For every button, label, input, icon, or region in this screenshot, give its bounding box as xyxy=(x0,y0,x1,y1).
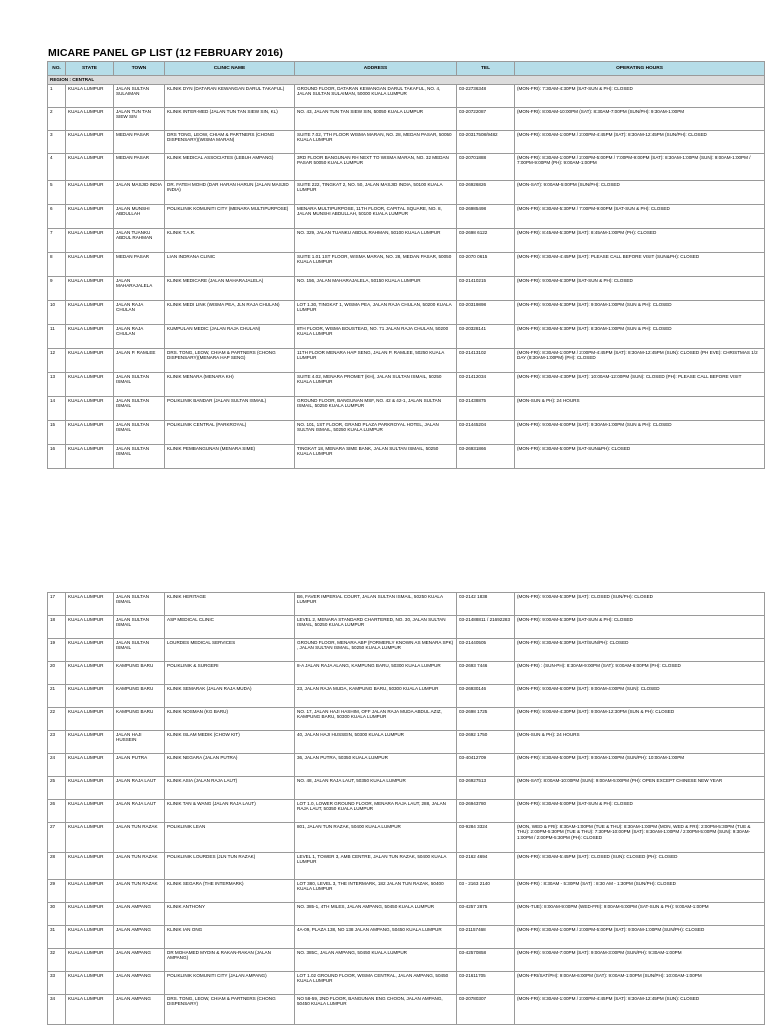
cell-operating-hours: (MON-FRI): 9:00AM-6:00PM (SAT): 9:00AM-4:00PM (SUN): CLOSED xyxy=(515,685,765,708)
cell-no: 12 xyxy=(48,349,66,373)
table-row xyxy=(48,685,765,708)
cell-address: 36, JALAN PUTRA, 50350 KUALA LUMPUR xyxy=(295,754,457,777)
cell-operating-hours: (MON-FRI): 8:30AM-5:30PM (SAT): 8:30AM-1:00PM (SUN & PH): CLOSED xyxy=(515,325,765,349)
table-row xyxy=(48,754,765,777)
table-row xyxy=(48,108,765,131)
cell-town: JALAN MUNSHI ABDULLAH xyxy=(114,205,165,229)
cell-address: GROUND FLOOR, MENARA ABP (FORMERLY KNOWN AS MENARA SPK) , JALAN SULTAN ISMAIL, 50250 KUALA LUMPUR xyxy=(295,639,457,662)
cell-address: LEVEL 1, TOWER 3, AMB CENTRE, JALAN TUN RAZAK, 50400 KUALA LUMPUR xyxy=(295,853,457,880)
cell-operating-hours: (MON-FRI): 8:30AM-1:00PM / 2:00PM-5:00PM (SAT): 9:00AM-1:00PM (SUN/PH): CLOSED xyxy=(515,926,765,949)
table-row xyxy=(48,903,765,926)
cell-clinic-name: DR. FATEH MOHD (DAR HARAN HARUN (JALAN MASJID INDIA) xyxy=(165,181,295,205)
cell-town: JALAN RAJA CHULAN xyxy=(114,301,165,325)
cell-operating-hours: (MON-FRI): 8:30AM-5:00PM (SAT-SUN & PH): CLOSED xyxy=(515,800,765,823)
cell-operating-hours: (MON-FRI): 8:30AM-1:00PM / 2:00PM-4:45PM (SAT): 8:30AM-12:45PM (SUN): CLOSED xyxy=(515,995,765,1025)
table-row xyxy=(48,131,765,154)
cell-clinic-name: KLINIK NOSMAN (KG BARU) xyxy=(165,708,295,731)
cell-clinic-name: KLINIK DYN (DATARAN KEWANGAN DARUL TAKAFUL) xyxy=(165,85,295,108)
table-row xyxy=(48,349,765,373)
cell-address: LEVEL 2, MENARA STANDARD CHARTERED, NO. 30, JALAN SULTAN ISMAIL, 50250 KUALA LUMPUR xyxy=(295,616,457,639)
header-state: STATE xyxy=(66,62,114,76)
cell-clinic-name: KLINIK IAN ONG xyxy=(165,926,295,949)
cell-town: KAMPUNG BARU xyxy=(114,662,165,685)
table-row xyxy=(48,277,765,301)
cell-state: KUALA LUMPUR xyxy=(66,108,114,131)
cell-clinic-name: LIAN INDRANA CLINIC xyxy=(165,253,295,277)
cell-address: 11TH FLOOR MENARA HAP SENG, JALAN P. RAMLEE, 50250 KUALA LUMPUR xyxy=(295,349,457,373)
cell-no: 33 xyxy=(48,972,66,995)
cell-tel: 03-21413102 xyxy=(457,349,515,373)
cell-tel: 03-21488811 / 21692283 xyxy=(457,616,515,639)
cell-address: LOT 1.0, LOWER GROUND FLOOR, MENARA RAJA LAUT, 288, JALAN RAJA LAUT, 50350 KUALA LUMPUR xyxy=(295,800,457,823)
cell-state: KUALA LUMPUR xyxy=(66,131,114,154)
table-row xyxy=(48,205,765,229)
cell-address: B6, FAVER IMPERIAL COURT, JALAN SULTAN ISMAIL, 50250 KUALA LUMPUR xyxy=(295,593,457,616)
table-row xyxy=(48,949,765,972)
cell-state: KUALA LUMPUR xyxy=(66,800,114,823)
cell-address: SUITE 1.01 1ST FLOOR, WISMA MARAN, NO. 28, MEDAN PASAR, 50050 KUALA LUMPUR xyxy=(295,253,457,277)
table-row xyxy=(48,373,765,397)
cell-no: 2 xyxy=(48,108,66,131)
cell-clinic-name: KLINIK MEDICAL ASSOCIATES (LEBUH AMPANG) xyxy=(165,154,295,181)
cell-tel: 03-26927513 xyxy=(457,777,515,800)
cell-tel: 03-20780307 xyxy=(457,995,515,1025)
cell-tel: 03-42570858 xyxy=(457,949,515,972)
cell-town: JALAN SULTAN ISMAIL xyxy=(114,421,165,445)
cell-clinic-name: KLINIK ASIA (JALAN RAJA LAUT) xyxy=(165,777,295,800)
cell-operating-hours: (MON-SAT): 9:00AM-5:00PM (SUN/PH): CLOSED xyxy=(515,181,765,205)
region-row xyxy=(48,76,765,85)
cell-tel: 03-26943780 xyxy=(457,800,515,823)
cell-town: JALAN SULTAN SULAIMAN xyxy=(114,85,165,108)
table-row xyxy=(48,926,765,949)
cell-no: 17 xyxy=(48,593,66,616)
table-row xyxy=(48,301,765,325)
cell-no: 4 xyxy=(48,154,66,181)
cell-no: 18 xyxy=(48,616,66,639)
cell-operating-hours: (MON-FRI): 8:30AM-5:30PM / 7:00PM-9:00PM (SAT-SUN & PH): CLOSED xyxy=(515,205,765,229)
cell-operating-hours: (MON-FRI): 8:30AM-5:00PM (SAT): 9:00AM-1:00PM (SUN/PH): 10:00AM-1:00PM xyxy=(515,754,765,777)
cell-operating-hours: (MON-FRI) : 8:30AM - 5:30PM (SAT) : 8:30 AM - 1:30PM (SUN/PH): CLOSED xyxy=(515,880,765,903)
table-row xyxy=(48,593,765,616)
cell-clinic-name: POLIKLINIK CENTRAL (PARKROYAL) xyxy=(165,421,295,445)
cell-state: KUALA LUMPUR xyxy=(66,85,114,108)
cell-clinic-name: KLINIK NEGARA (JALAN PUTRA) xyxy=(165,754,295,777)
table-row xyxy=(48,880,765,903)
cell-town: JALAN AMPANG xyxy=(114,949,165,972)
cell-no: 27 xyxy=(48,823,66,853)
cell-tel: 03-22736348 xyxy=(457,85,515,108)
cell-operating-hours: (MON-FRI): 9:00AM-5:30PM (SAT): 9:00AM-1:00PM (SUN & PH): CLOSED xyxy=(515,301,765,325)
cell-clinic-name: POLIKLINIK KOMUNITI CITY (JALAN AMPANG) xyxy=(165,972,295,995)
cell-operating-hours: (MON-FRI): 8:00AM-10:00PM (SAT): 8:30AM-7:00PM (SUN/PH): 9:30AM-1:00PM xyxy=(515,108,765,131)
cell-address: NO. 385C, JALAN AMPANG, 50450 KUALA LUMPUR xyxy=(295,949,457,972)
header-tel: TEL xyxy=(457,62,515,76)
cell-no: 13 xyxy=(48,373,66,397)
cell-state: KUALA LUMPUR xyxy=(66,754,114,777)
cell-state: KUALA LUMPUR xyxy=(66,349,114,373)
cell-no: 5 xyxy=(48,181,66,205)
cell-clinic-name: POLIKLINIK KOMUNITI CITY (MENARA MULTIPURPOSE) xyxy=(165,205,295,229)
cell-no: 1 xyxy=(48,85,66,108)
cell-no: 28 xyxy=(48,853,66,880)
table-row xyxy=(48,662,765,685)
cell-state: KUALA LUMPUR xyxy=(66,685,114,708)
cell-clinic-name: KLINIK SEMARAK (JALAN RAJA MUDA) xyxy=(165,685,295,708)
cell-operating-hours: (MON-FRI): 9:00AM-6:30PM (SAT-SUN & PH): CLOSED xyxy=(515,277,765,301)
cell-no: 19 xyxy=(48,639,66,662)
cell-tel: 03-2698 1725 xyxy=(457,708,515,731)
cell-tel: 03-26926826 xyxy=(457,181,515,205)
cell-operating-hours: (MON-FRI): 9:00AM-5:30PM (SAT): CLOSED (SUN/PH): CLOSED xyxy=(515,593,765,616)
cell-tel: 03-20328141 xyxy=(457,325,515,349)
header-operating-hours: OPERATING HOURS xyxy=(515,62,765,76)
cell-state: KUALA LUMPUR xyxy=(66,616,114,639)
cell-clinic-name: KLINIK PEMBANGUNAN (MENARA SIME) xyxy=(165,445,295,469)
cell-no: 15 xyxy=(48,421,66,445)
cell-no: 23 xyxy=(48,731,66,754)
cell-operating-hours: (MON-FRI): 7:30AM-4:30PM (SAT-SUN & PH): CLOSED xyxy=(515,85,765,108)
cell-town: JALAN SULTAN ISMAIL xyxy=(114,593,165,616)
cell-state: KUALA LUMPUR xyxy=(66,397,114,421)
cell-state: KUALA LUMPUR xyxy=(66,777,114,800)
cell-clinic-name: DR MOHAMED MYDIN & RAKAN-RAKAN (JALAN AMPANG) xyxy=(165,949,295,972)
cell-no: 26 xyxy=(48,800,66,823)
cell-clinic-name: POLIKLINIK LEAN xyxy=(165,823,295,853)
header-row xyxy=(48,62,765,76)
cell-state: KUALA LUMPUR xyxy=(66,181,114,205)
cell-tel: 03-20722087 xyxy=(457,108,515,131)
cell-address: 8TH FLOOR, WISMA BOUSTEAD, NO. 71 JALAN RAJA CHULAN, 50200 KUALA LUMPUR xyxy=(295,325,457,349)
cell-tel: 03-21157468 xyxy=(457,926,515,949)
cell-no: 22 xyxy=(48,708,66,731)
cell-town: KAMPUNG BARU xyxy=(114,685,165,708)
cell-no: 14 xyxy=(48,397,66,421)
cell-tel: 03-4257 2875 xyxy=(457,903,515,926)
cell-state: KUALA LUMPUR xyxy=(66,731,114,754)
cell-clinic-name: KLINIK HERITAGE xyxy=(165,593,295,616)
cell-tel: 03-2698 6122 xyxy=(457,229,515,253)
cell-state: KUALA LUMPUR xyxy=(66,229,114,253)
cell-town: MEDAN PASAR xyxy=(114,253,165,277)
cell-state: KUALA LUMPUR xyxy=(66,853,114,880)
cell-town: JALAN SULTAN ISMAIL xyxy=(114,639,165,662)
cell-town: JALAN SULTAN ISMAIL xyxy=(114,373,165,397)
cell-operating-hours: (MON-FRI) : (SUN-PH): 8:30AM-9:00PM (SAT): 9:00AM-6:00PM (PH): CLOSED xyxy=(515,662,765,685)
cell-no: 34 xyxy=(48,995,66,1025)
cell-address: 8-A JALAN RAJA ALANG, KAMPUNG BARU, 50300 KUALA LUMPUR xyxy=(295,662,457,685)
cell-operating-hours: (MON, WED & FRI): 8:30AM-1:00PM (TUE & THU): 8:30AM-1:00PM (MON, WED & FRI): 2:00PM-5:30PM (TUE & THU): 2:00PM-5:30PM (TUE & THU): 7:30PM-10:00PM (SAT): 8:30AM-1:00PM / 2:00PM-5:00PM (SUN): 9:30AM-1:00PM / 2:00PM-5:30PM (PH): CLOSED xyxy=(515,823,765,853)
cell-town: JALAN TUN RAZAK xyxy=(114,823,165,853)
cell-tel: 03-40412709 xyxy=(457,754,515,777)
cell-state: KUALA LUMPUR xyxy=(66,903,114,926)
table-row xyxy=(48,421,765,445)
cell-no: 29 xyxy=(48,880,66,903)
cell-address: NO. 156, JALAN MAHARAJALELA, 50150 KUALA LUMPUR xyxy=(295,277,457,301)
panel-table-page-1 xyxy=(47,61,765,469)
cell-no: 20 xyxy=(48,662,66,685)
cell-state: KUALA LUMPUR xyxy=(66,823,114,853)
cell-tel: 03-20317508/9482 xyxy=(457,131,515,154)
cell-clinic-name: KLINIK SEGARA (THE INTERMARK) xyxy=(165,880,295,903)
cell-address: GROUND FLOOR, BANGUNAN MSF, NO. 42 & 42-1, JALAN SULTAN ISMAIL, 50250 KUALA LUMPUR xyxy=(295,397,457,421)
cell-operating-hours: (MON-SAT): 8:00AM-10:00PM (SUN): 9:00AM-5:00PM (PH): OPEN EXCEPT CHINESE NEW YEAR xyxy=(515,777,765,800)
cell-address: NO. 101, 1ST FLOOR, GRAND PLAZA PARKROYAL HOTEL, JALAN SULTAN ISMAIL, 50250 KUALA LUMPUR xyxy=(295,421,457,445)
cell-no: 21 xyxy=(48,685,66,708)
cell-tel: 03-26931866 xyxy=(457,445,515,469)
cell-town: KAMPUNG BARU xyxy=(114,708,165,731)
cell-clinic-name: KLINIK TAN & WANG (JALAN RAJA LAUT) xyxy=(165,800,295,823)
cell-no: 10 xyxy=(48,301,66,325)
panel-table-page-2 xyxy=(47,592,765,1025)
cell-tel: 03-26930146 xyxy=(457,685,515,708)
cell-town: JALAN RAJA LAUT xyxy=(114,777,165,800)
cell-clinic-name: ASP MEDICAL CLINIC xyxy=(165,616,295,639)
cell-tel: 03-26985498 xyxy=(457,205,515,229)
cell-state: KUALA LUMPUR xyxy=(66,421,114,445)
cell-address: MENARA MULTIPURPOSE, 11TH FLOOR, CAPITAL SQUARE, NO. 8, JALAN MUNSHI ABDULLAH, 50100 KUALA LUMPUR xyxy=(295,205,457,229)
cell-no: 32 xyxy=(48,949,66,972)
cell-address: NO. 385-1, 4TH MILES, JALAN AMPANG, 50450 KUALA LUMPUR xyxy=(295,903,457,926)
cell-state: KUALA LUMPUR xyxy=(66,373,114,397)
table-row xyxy=(48,995,765,1025)
cell-town: MEDAN PASAR xyxy=(114,154,165,181)
cell-tel: 03-2070 0615 xyxy=(457,253,515,277)
cell-no: 11 xyxy=(48,325,66,349)
cell-town: MEDAN PASAR xyxy=(114,131,165,154)
cell-tel: 03-21611705 xyxy=(457,972,515,995)
cell-address: NO. 17, JALAN HAJI HASHIM, OFF JALAN RAJA MUDA ABDUL AZIZ, KAMPUNG BARU, 50300 KUALA LUMPUR xyxy=(295,708,457,731)
table-row xyxy=(48,154,765,181)
cell-tel: 03-21410215 xyxy=(457,277,515,301)
cell-tel: 03-21440505 xyxy=(457,639,515,662)
cell-address: NO 58-59, 2ND FLOOR, BANGUNAN ENG CHOON, JALAN AMPANG, 50450 KUALA LUMPUR xyxy=(295,995,457,1025)
cell-state: KUALA LUMPUR xyxy=(66,926,114,949)
cell-town: JALAN AMPANG xyxy=(114,995,165,1025)
header-no: NO. xyxy=(48,62,66,76)
table-row xyxy=(48,972,765,995)
cell-state: KUALA LUMPUR xyxy=(66,708,114,731)
cell-clinic-name: KLINIK ISLAM MEDIK (CHOW KIT) xyxy=(165,731,295,754)
cell-no: 8 xyxy=(48,253,66,277)
cell-state: KUALA LUMPUR xyxy=(66,277,114,301)
cell-town: JALAN TUN RAZAK xyxy=(114,853,165,880)
cell-operating-hours: (MON-FRI): 9:00AM-7:00PM (SAT): 9:00AM-3:00PM (SUN/PH): 9:30AM-1:00PM xyxy=(515,949,765,972)
cell-clinic-name: KLINIK INTER-MED (JALAN TUN TAN SIEW SIN, KL) xyxy=(165,108,295,131)
cell-town: JALAN MAHARAJALELA xyxy=(114,277,165,301)
cell-state: KUALA LUMPUR xyxy=(66,253,114,277)
cell-clinic-name: KLINIK MENARA (MENARA KH) xyxy=(165,373,295,397)
cell-tel: 03 - 2163 2140 xyxy=(457,880,515,903)
cell-state: KUALA LUMPUR xyxy=(66,949,114,972)
cell-town: JALAN TUN TAN SIEW SIN xyxy=(114,108,165,131)
cell-no: 6 xyxy=(48,205,66,229)
cell-clinic-name: DRS. TONG, LEOW, CHIAM & PARTNERS (CHONG DISPENSARY)(MENARA HAP SENG) xyxy=(165,349,295,373)
cell-town: JALAN SULTAN ISMAIL xyxy=(114,445,165,469)
header-clinic-name: CLINIC NAME xyxy=(165,62,295,76)
cell-operating-hours: (MON-FRI): 9:00AM-4:30PM (SAT): 9:00AM-12:30PM (SUN & PH): CLOSED xyxy=(515,708,765,731)
cell-address: TINGKAT 18, MENARA SIME BANK, JALAN SULTAN ISMAIL, 50250 KUALA LUMPUR xyxy=(295,445,457,469)
cell-town: JALAN AMPANG xyxy=(114,903,165,926)
cell-operating-hours: (MON-FRI): 9:00AM-6:00PM (SAT): 9:30AM-1:00PM (SUN & PH): CLOSED xyxy=(515,421,765,445)
table-row xyxy=(48,181,765,205)
cell-no: 25 xyxy=(48,777,66,800)
cell-tel: 03-21438875 xyxy=(457,397,515,421)
cell-address: 4A-09, PLAZA 138, NO 138 JALAN AMPANG, 50450 KUALA LUMPUR xyxy=(295,926,457,949)
cell-tel: 03-20701888 xyxy=(457,154,515,181)
table-row xyxy=(48,616,765,639)
table-row xyxy=(48,639,765,662)
cell-tel: 03-2142 1838 xyxy=(457,593,515,616)
cell-address: SUITE 4.02, MENARA PROMET (KH), JALAN SULTAN ISMAIL, 50250 KUALA LUMPUR xyxy=(295,373,457,397)
cell-state: KUALA LUMPUR xyxy=(66,301,114,325)
cell-tel: 03-21412034 xyxy=(457,373,515,397)
cell-operating-hours: (MON-FRI/SAT/PH): 9:00AM-6:00PM (SAT): 9:00AM-1:00PM (SUN/PH): 10:00AM-1:00PM xyxy=(515,972,765,995)
cell-no: 9 xyxy=(48,277,66,301)
cell-tel: 03-2692 1750 xyxy=(457,731,515,754)
table-row xyxy=(48,445,765,469)
cell-address: NO. 329, JALAN TUANKU ABDUL RAHMAN, 50100 KUALA LUMPUR xyxy=(295,229,457,253)
region-label: REGION : CENTRAL xyxy=(48,76,765,85)
cell-no: 30 xyxy=(48,903,66,926)
cell-town: JALAN P. RAMLEE xyxy=(114,349,165,373)
cell-town: JALAN SULTAN ISMAIL xyxy=(114,397,165,421)
cell-town: JALAN AMPANG xyxy=(114,926,165,949)
document-title: MICARE PANEL GP LIST (12 FEBRUARY 2016) xyxy=(48,47,283,59)
cell-address: 40, JALAN HAJI HUSSEIN, 50300 KUALA LUMPUR xyxy=(295,731,457,754)
cell-clinic-name: KLINIK MEDICARE (JALAN MAHARAJALELA) xyxy=(165,277,295,301)
table-row xyxy=(48,253,765,277)
cell-clinic-name: KLINIK ANTHONY xyxy=(165,903,295,926)
cell-clinic-name: DRS. TONG, LEOW, CHIAM & PARTNERS (CHONG DISPENSARY) xyxy=(165,995,295,1025)
cell-state: KUALA LUMPUR xyxy=(66,593,114,616)
cell-state: KUALA LUMPUR xyxy=(66,880,114,903)
cell-tel: 03-2693 7446 xyxy=(457,662,515,685)
cell-address: NO. 43, JALAN TUN TAN SIEW SIN, 50050 KUALA LUMPUR xyxy=(295,108,457,131)
cell-town: JALAN MASJID INDIA xyxy=(114,181,165,205)
cell-operating-hours: (MON-FRI): 9:00AM-5:30PM (SAT-SUN & PH): CLOSED xyxy=(515,616,765,639)
cell-state: KUALA LUMPUR xyxy=(66,639,114,662)
cell-address: 801, JALAN TUN RAZAK, 50400 KUALA LUMPUR xyxy=(295,823,457,853)
cell-operating-hours: (MON-FRI): 8:30AM-5:45PM (SAT): CLOSED (SUN): CLOSED (PH): CLOSED xyxy=(515,853,765,880)
cell-town: JALAN RAJA CHULAN xyxy=(114,325,165,349)
cell-town: JALAN SULTAN ISMAIL xyxy=(114,616,165,639)
cell-state: KUALA LUMPUR xyxy=(66,445,114,469)
cell-operating-hours: (MON-FRI): 8:30AM-4:45PM (SAT): PLEASE CALL BEFORE VISIT (SUN&PH): CLOSED xyxy=(515,253,765,277)
cell-town: JALAN TUN RAZAK xyxy=(114,880,165,903)
cell-town: JALAN AMPANG xyxy=(114,972,165,995)
table-row xyxy=(48,325,765,349)
cell-operating-hours: (MON-SUN & PH): 24 HOURS xyxy=(515,731,765,754)
cell-address: GROUND FLOOR, DATARAN KEWANGAN DARUL TAKAFUL, NO. 4, JALAN SULTAN SULAIMAN, 50000 KUALA LUMPUR xyxy=(295,85,457,108)
table-row xyxy=(48,800,765,823)
cell-state: KUALA LUMPUR xyxy=(66,154,114,181)
table-row xyxy=(48,397,765,421)
cell-operating-hours: (MON-TUE): 8:00AM-9:00PM (WED-FRI): 9:00AM-5:00PM (SAT-SUN & PH): 9:00AM-1:00PM xyxy=(515,903,765,926)
cell-address: LOT 1.02 GROUND FLOOR, WISMA CENTRAL, JALAN AMPANG, 50450 KUALA LUMPUR xyxy=(295,972,457,995)
cell-address: SUITE 7.02, 7TH FLOOR WISMA MARAN, NO. 28, MEDAN PASAR, 50050 KUALA LUMPUR xyxy=(295,131,457,154)
cell-tel: 03-21445204 xyxy=(457,421,515,445)
table-row xyxy=(48,853,765,880)
cell-operating-hours: (MON-FRI): 8:45AM-5:30PM (SAT): 8:45AM-1:00PM (PH): CLOSED xyxy=(515,229,765,253)
cell-town: JALAN HAJI HUSSEIN xyxy=(114,731,165,754)
cell-address: LOT 1.30, TINGKAT 1, WISMA PEA, JALAN RAJA CHULAN, 50200 KUALA LUMPUR xyxy=(295,301,457,325)
cell-town: JALAN PUTRA xyxy=(114,754,165,777)
cell-address: LOT 380, LEVEL 3, THE INTERMARK, 182 JALAN TUN RAZAK, 50400 KUALA LUMPUR xyxy=(295,880,457,903)
header-address: ADDRESS xyxy=(295,62,457,76)
table-row xyxy=(48,85,765,108)
cell-operating-hours: (MON-SUN & PH): 24 HOURS xyxy=(515,397,765,421)
cell-tel: 03-2162 4694 xyxy=(457,853,515,880)
table-row xyxy=(48,229,765,253)
cell-no: 16 xyxy=(48,445,66,469)
cell-no: 3 xyxy=(48,131,66,154)
cell-state: KUALA LUMPUR xyxy=(66,972,114,995)
cell-clinic-name: POLIKLINIK & SURGERI xyxy=(165,662,295,685)
cell-clinic-name: DRS TONG, LEOW, CHIAM & PARTNERS (CHONG DISPENSARY)(WISMA MARAN) xyxy=(165,131,295,154)
table-row xyxy=(48,708,765,731)
cell-tel: 03-9284 3324 xyxy=(457,823,515,853)
cell-address: NO. 48, JALAN RAJA LAUT, 50350 KUALA LUMPUR xyxy=(295,777,457,800)
cell-address: SUITE 222, TINGKAT 2, NO. 50, JALAN MASJID INDIA, 50100 KUALA LUMPUR xyxy=(295,181,457,205)
cell-state: KUALA LUMPUR xyxy=(66,205,114,229)
cell-operating-hours: (MON-FRI): 8:30AM-5:30PM (SAT/SUN/PH): CLOSED xyxy=(515,639,765,662)
cell-operating-hours: (MON-FRI): 8:30AM-1:00PM / 2:00PM-5:00PM / 7:00PM-9:00PM (SAT): 8:30AM-1:00PM (SUN): 9:00AM-1:00PM / 7:00PM-9:00PM (PH): 9:00AM-1:00PM xyxy=(515,154,765,181)
cell-town: JALAN TUANKU ABDUL RAHMAN xyxy=(114,229,165,253)
table-row xyxy=(48,823,765,853)
cell-clinic-name: LOURDES MEDICAL SERVICES xyxy=(165,639,295,662)
cell-no: 7 xyxy=(48,229,66,253)
cell-no: 31 xyxy=(48,926,66,949)
cell-tel: 03-20319898 xyxy=(457,301,515,325)
cell-clinic-name: KUMPULAN MEDIC (JALAN RAJA CHULAN) xyxy=(165,325,295,349)
table-row xyxy=(48,731,765,754)
cell-clinic-name: POLIKLINIK LOURDES (JLN TUN RAZAK) xyxy=(165,853,295,880)
table-row xyxy=(48,777,765,800)
cell-state: KUALA LUMPUR xyxy=(66,995,114,1025)
cell-clinic-name: POLIKLINIK BANDAR (JALAN SULTAN ISMAIL) xyxy=(165,397,295,421)
cell-operating-hours: (MON-FRI): 8:30AM-1:00PM / 2:00PM-4:45PM (SAT): 8:30AM-12:45PM (SUN): CLOSED (PH EVE): CHRISTMAS 1/2 DAY (8:30AM-1:00PM) (PH): CLOSED xyxy=(515,349,765,373)
cell-operating-hours: (MON-FRI): 8:30AM-5:00PM (SAT-SUN&PH): CLOSED xyxy=(515,445,765,469)
header-town: TOWN xyxy=(114,62,165,76)
cell-state: KUALA LUMPUR xyxy=(66,662,114,685)
cell-address: 23, JALAN RAJA MUDA, KAMPUNG BARU, 50300 KUALA LUMPUR xyxy=(295,685,457,708)
cell-state: KUALA LUMPUR xyxy=(66,325,114,349)
cell-operating-hours: (MON-FRI): 8:00AM-1:00PM / 2:00PM-4:45PM (SAT): 8:30AM-12:45PM (SUN/PH): CLOSED xyxy=(515,131,765,154)
cell-no: 24 xyxy=(48,754,66,777)
cell-clinic-name: KLINIK MEDI LINK (WISMA PEA, JLN RAJA CHULAN) xyxy=(165,301,295,325)
cell-town: JALAN RAJA LAUT xyxy=(114,800,165,823)
cell-address: 3RD FLOOR BANGUNAN RH NEXT TO WISMA MARAN, NO. 32 MEDAN PASAR 50050 KUALA LUMPUR xyxy=(295,154,457,181)
cell-operating-hours: (MON-FRI): 8:30AM-4:30PM (SAT): 10:00AM-12:00PM (SUN): CLOSED (PH): PLEASE CALL BEFORE VISIT xyxy=(515,373,765,397)
cell-clinic-name: KLINIK T.A.R. xyxy=(165,229,295,253)
